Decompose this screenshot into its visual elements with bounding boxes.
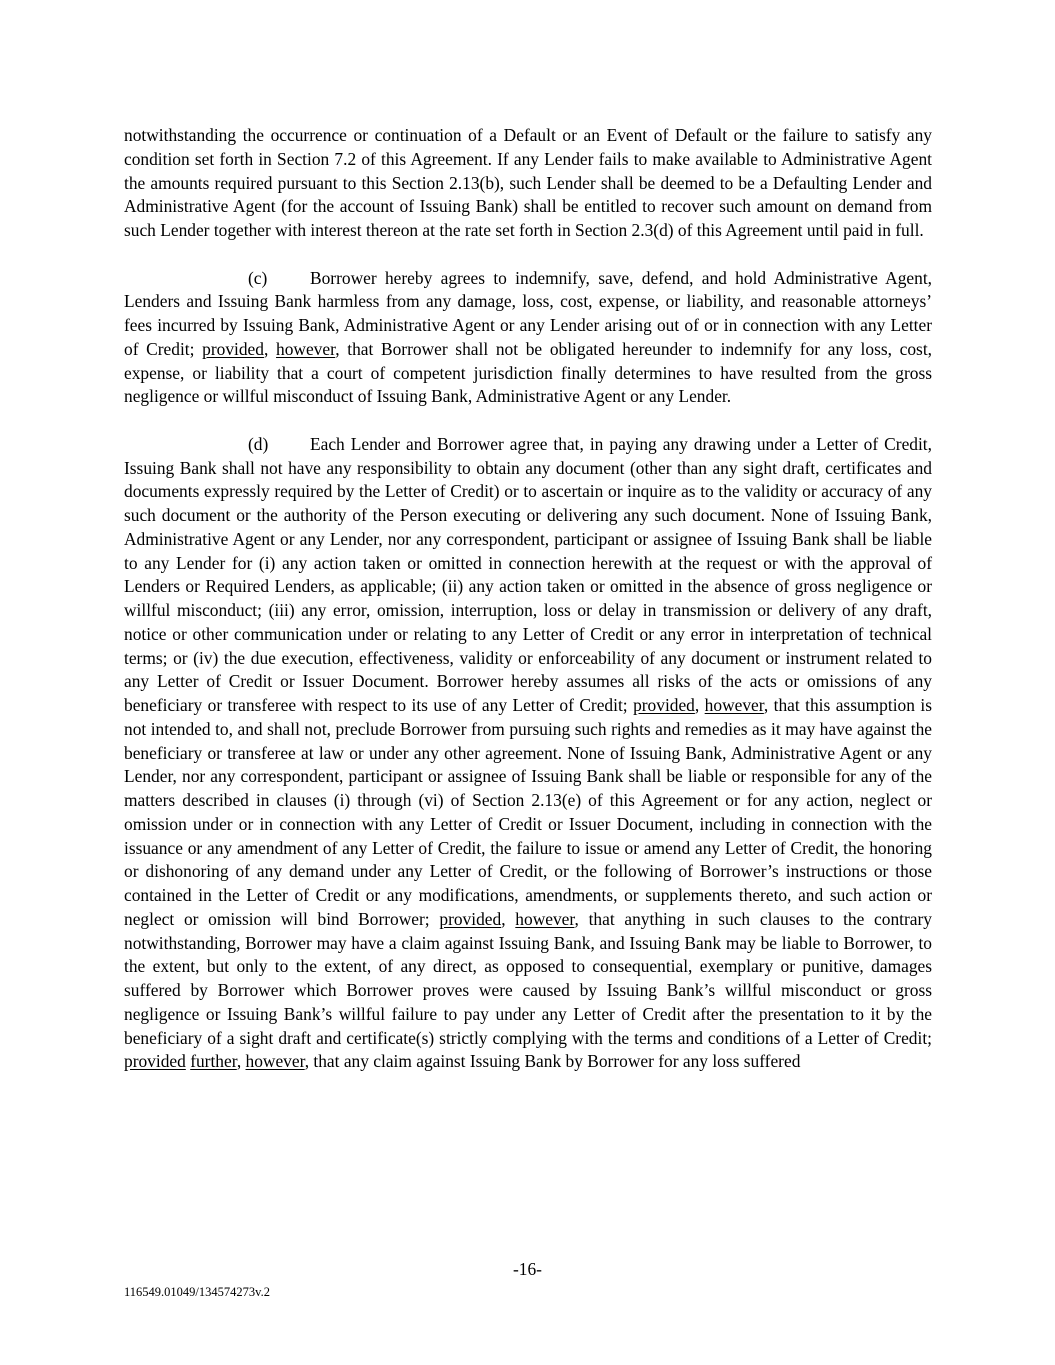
however-term: however xyxy=(704,695,764,715)
paragraph-c-text: Borrower hereby agrees to indemnify, save, defend, and hold Administrative Agent, Lenders and Issuing Bank harmless from any damage, loss, cost, expense, or liability, and reasonable attorneys’ fees incurred by Issuing Bank, Administrative Agent or any Lender arising out of or in connection with any Letter of Credit; xyxy=(124,267,932,359)
paragraph-d xyxy=(124,433,932,1074)
separator: , xyxy=(501,908,516,929)
paragraph-c xyxy=(124,267,932,410)
further-term: further xyxy=(190,1051,237,1072)
however-term: however xyxy=(515,908,575,929)
however-term: however xyxy=(245,1051,305,1072)
paragraph-d-text: , that any claim against Issuing Bank by Borrower for any loss suffered xyxy=(304,1051,801,1072)
paragraph-d-text: , that anything in such clauses to the contrary notwithstanding, Borrower may have a claim against Issuing Bank, and Issuing Bank may be liable to Borrower, to the extent, but only to the extent, of any direct, as opposed to consequential, exemplary or punitive, damages suffered by Borrower which Borrower proves were caused by Issuing Bank’s willful misconduct or gross negligence or Issuing Bank’s willful failure to pay under any Letter of Credit after the presentation to it by the beneficiary of a sight draft and certificate(s) strictly complying with the terms and conditions of a Letter of Credit; xyxy=(124,908,932,1048)
separator: , xyxy=(236,1051,246,1072)
page-number: -16- xyxy=(513,1259,542,1279)
provided-term: provided xyxy=(633,695,695,715)
paragraph-b-text: notwithstanding the occurrence or continuation of a Default or an Event of Default or the failure to satisfy any condition set forth in Section 7.2 of this Agreement. If any Lender fails to make available to Administrative Agent the amounts required pursuant to this Section 2.13(b), such Lender shall be deemed to be a Defaulting Lender and Administrative Agent (for the account of Issuing Bank) shall be entitled to recover such amount on demand from such Lender together with interest thereon at the rate set forth in Section 2.3(d) of this Agreement until paid in full. xyxy=(124,125,932,240)
document-id: 116549.01049/134574273v.2 xyxy=(124,1285,270,1299)
paragraph-d-text: , that this assumption is not intended to, and shall not, preclude Borrower from pursuing such rights and remedies as it may have against the beneficiary or transferee at law or under any other agreement. None of Issuing Bank, Administrative Agent or any Lender, nor any correspondent, participant or assignee of Issuing Bank shall be liable or responsible for any of the matters described in clauses (i) through (vi) of Section 2.13(e) of this Agreement or for any action, neglect or omission under or in connection with any Letter of Credit or Issuer Document, including in connection with the issuance or any amendment of any Letter of Credit, the failure to issue or amend any Letter of Credit, the honoring or dishonoring of any demand under any Letter of Credit, or the following of Borrower’s instructions or those contained in the Letter of Credit or any modifications, amendments, or supplements thereto, and such action or neglect or omission will bind Borrower; xyxy=(124,695,932,929)
separator: , xyxy=(694,695,705,715)
paragraph-c-text: , that Borrower shall not be obligated hereunder to indemnify for any loss, cost, expense, or liability that a court of competent jurisdiction finally determines to have resulted from the gross negligence or willful misconduct of Issuing Bank, Administrative Agent or any Lender. xyxy=(124,338,933,407)
paragraph-c-marker: (c) xyxy=(248,267,268,288)
paragraph-b-continuation xyxy=(124,124,932,243)
provided-term: provided xyxy=(439,908,502,929)
paragraph-d-marker: (d) xyxy=(248,433,269,454)
document-body xyxy=(124,124,932,1074)
separator: , xyxy=(263,338,277,359)
provided-term: provided xyxy=(202,338,264,359)
paragraph-d-text: Each Lender and Borrower agree that, in paying any drawing under a Letter of Credit, Issuing Bank shall not have any responsibility to obtain any document (other than any sight draft, certificates and documents expressly required by the Letter of Credit) or to ascertain or inquire as to the validity or accuracy of any such document or the authority of the Person executing or delivering any such document. None of Issuing Bank, Administrative Agent or any Lender, nor any correspondent, participant or assignee of Issuing Bank shall be liable to any Lender for (i) any action taken or omitted in connection herewith at the request or with the approval of Lenders or Required Lenders, as applicable; (ii) any action taken or omitted in the absence of gross negligence or willful misconduct; (iii) any error, omission, interruption, loss or delay in transmission or delivery of any draft, notice or other communication under or relating to any Letter of Credit or any error in interpretation of technical terms; or (iv) the due execution, effectiveness, validity or enforceability of any document or instrument related to any Letter of Credit or Issuer Document. Borrower hereby assumes all risks of the acts or omissions of any beneficiary or transferee with respect to its use of any Letter of Credit; xyxy=(124,433,932,715)
provided-term: provided xyxy=(124,1051,186,1072)
however-term: however xyxy=(276,338,336,359)
